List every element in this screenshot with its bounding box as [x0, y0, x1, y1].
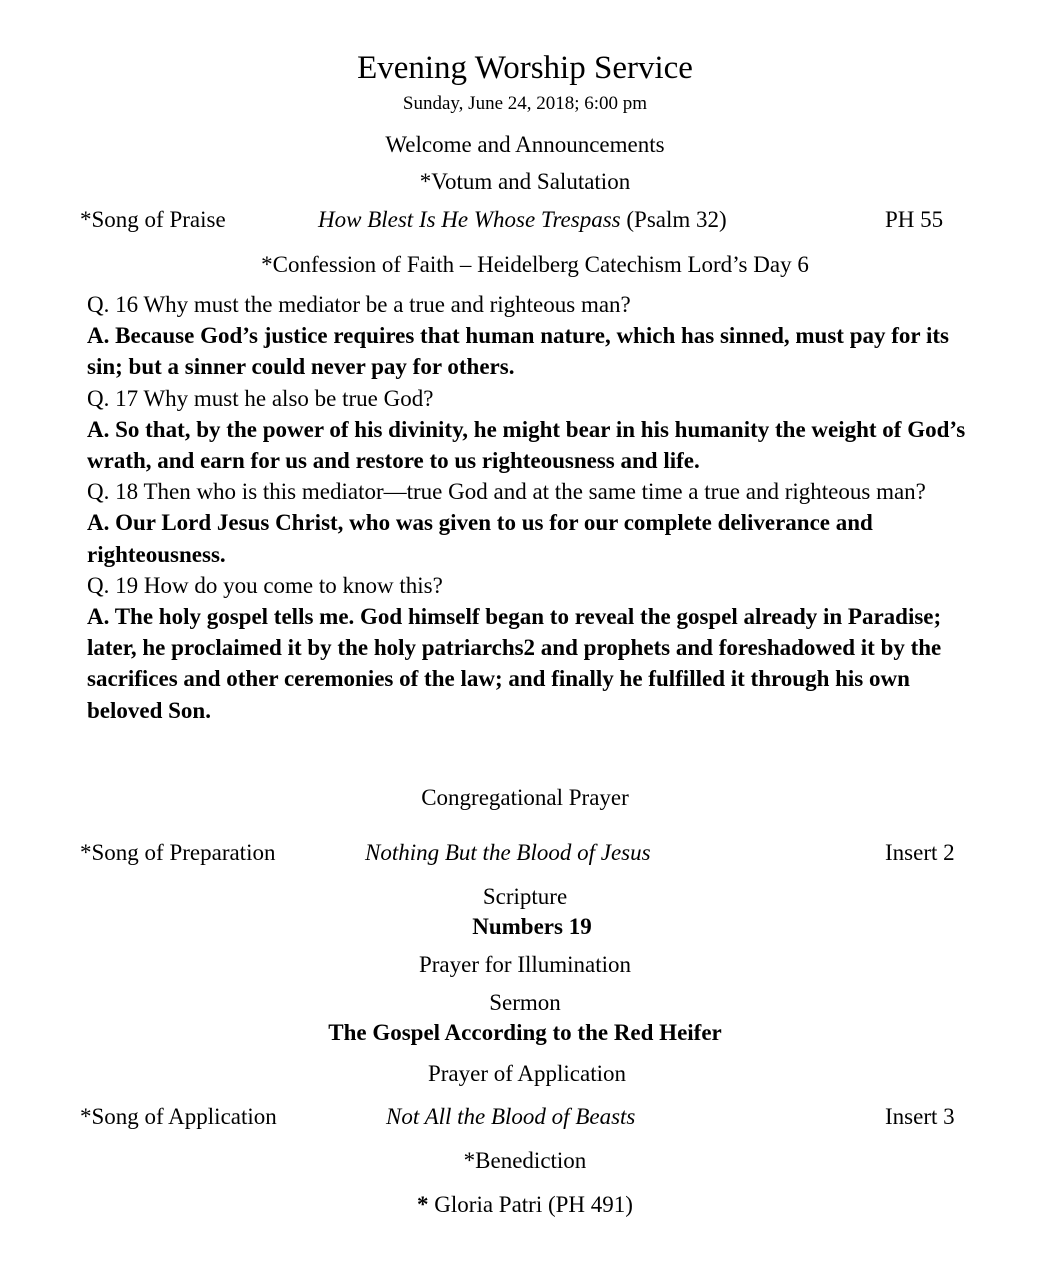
sermon-title: The Gospel According to the Red Heifer: [328, 1020, 722, 1045]
confession-heading: *Confession of Faith – Heidelberg Catechism Lord’s Day 6: [261, 252, 809, 277]
catechism-answer: A. So that, by the power of his divinity, he might bear in his humanity the weight of God’s wrath, and earn for us and restore to us righteousness and life.: [87, 416, 966, 474]
song-of-praise-label: *Song of Praise: [80, 207, 226, 232]
benediction: *Benediction: [463, 1148, 587, 1173]
catechism-question: Q. 16 Why must the mediator be a true and righteous man?: [87, 292, 631, 317]
gloria-patri-star: *: [417, 1192, 429, 1217]
catechism-block: [87, 289, 987, 726]
catechism-question: Q. 17 Why must he also be true God?: [87, 385, 434, 411]
song-of-praise-title-text: How Blest Is He Whose Trespass: [318, 207, 621, 232]
votum-item: *Votum and Salutation: [419, 169, 631, 194]
welcome-item: Welcome and Announcements: [385, 132, 665, 157]
prayer-for-illumination: Prayer for Illumination: [418, 952, 632, 977]
sermon-label: Sermon: [489, 990, 561, 1015]
catechism-question: Q. 18 Then who is this mediator—true God and at the same time a true and righteous man?: [87, 479, 926, 505]
prayer-of-application: Prayer of Application: [427, 1061, 626, 1086]
song-of-preparation-label: *Song of Preparation: [80, 840, 276, 865]
page-title: Evening Worship Service: [357, 50, 693, 86]
song-of-praise-psalm: (Psalm 32): [620, 207, 727, 232]
song-of-application-label: *Song of Application: [80, 1104, 277, 1129]
song-of-application-number: Insert 3: [885, 1104, 955, 1129]
congregational-prayer: Congregational Prayer: [421, 785, 629, 810]
gloria-patri: [0, 1190, 1050, 1220]
catechism-answer: A. The holy gospel tells me. God himself began to reveal the gospel already in Paradise; later, he proclaimed it by the holy patriarchs2 and prophets and foreshadowed it by the sacrifices and other ceremonies of the law; and finally he fulfilled it through his own beloved Son.: [87, 604, 942, 723]
song-of-preparation-number: Insert 2: [885, 840, 955, 865]
catechism-answer: A. Our Lord Jesus Christ, who was given to us for our complete deliverance and righteousness.: [87, 510, 873, 567]
song-of-praise-title: [318, 205, 727, 235]
scripture-label: Scripture: [482, 884, 568, 909]
service-date: Sunday, June 24, 2018; 6:00 pm: [402, 93, 648, 114]
song-of-preparation-title: Nothing But the Blood of Jesus: [365, 840, 651, 865]
song-of-application-title: Not All the Blood of Beasts: [386, 1104, 636, 1129]
gloria-patri-text: Gloria Patri (PH 491): [428, 1192, 633, 1217]
song-of-praise-number: PH 55: [885, 207, 944, 232]
catechism-question: Q. 19 How do you come to know this?: [87, 572, 443, 598]
scripture-reference: Numbers 19: [472, 914, 592, 939]
catechism-answer: A. Because God’s justice requires that human nature, which has sinned, must pay for its sin; but a sinner could never pay for others.: [87, 323, 949, 380]
